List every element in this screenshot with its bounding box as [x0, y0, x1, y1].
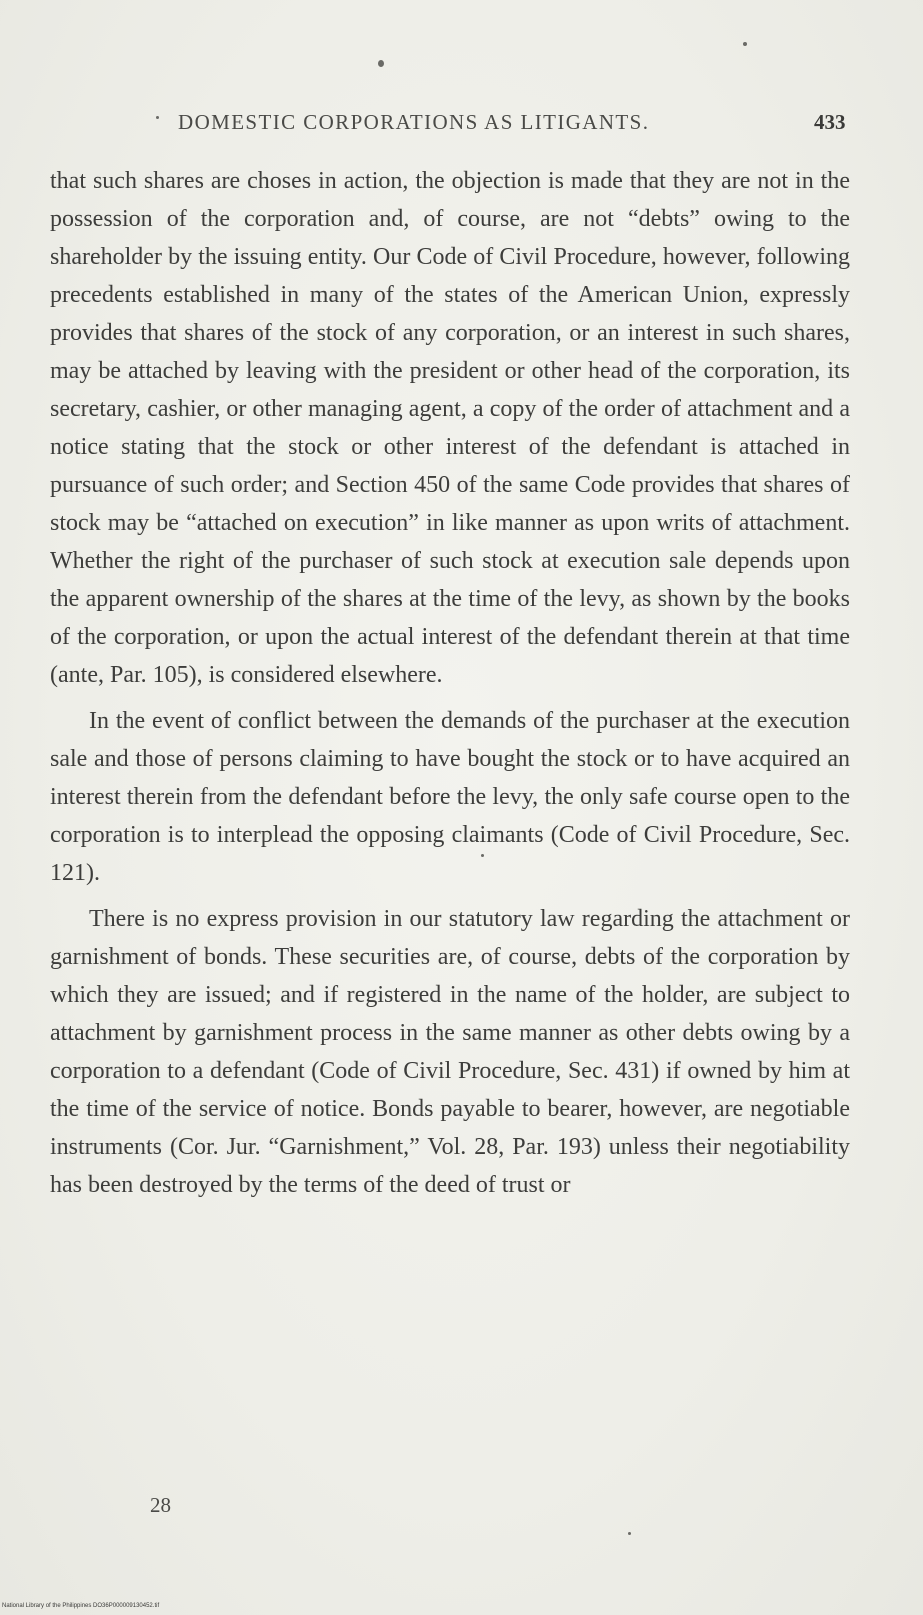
paragraph: There is no express provision in our statutory law regarding the attachment or garnishment of bonds. These securities are, of course, debts of the corporation by which they are issued; and if registered in the name of the holder, are subject to attachment by garnishment process in the same manner as other debts owing by a corporation to a defendant (Code of Civil Procedure, Sec. 431) if owned by him at the time of the service of notice. Bonds payable to bearer, however, are negotiable instruments (Cor. Jur. “Garnishment,” Vol. 28, Par. 193) unless their negotiability has been destroyed by the terms of the deed of trust or	[50, 906, 850, 1198]
running-title: DOMESTIC CORPORATIONS AS LITIGANTS.	[178, 110, 650, 134]
scan-credit-line: National Library of the Philippines DO36P000009130452.tif	[2, 1603, 160, 1609]
signature-mark: 28	[150, 1493, 171, 1517]
paragraph: In the event of conflict between the demands of the purchaser at the execution sale and those of persons claiming to have bought the stock or to have acquired an interest therein from the defendant before the levy, the only safe course open to the corporation is to interplead the opposing claimants (Code of Civil Procedure, Sec. 121).	[50, 708, 850, 886]
paragraph-continued: that such shares are choses in action, the objection is made that they are not in the possession of the corporation and, of course, are not “debts” owing to the shareholder by the issuing entity. Our Code of Civil Procedure, however, following precedents established in many of the states of the American Union, expressly provides that shares of the stock of any corporation, or an interest in such shares, may be attached by leaving with the president or other head of the corporation, its secretary, cashier, or other managing agent, a copy of the order of attachment and a notice stating that the stock or other interest of the defendant is attached in pursuance of such order; and Section 450 of the same Code provides that shares of stock may be “attached on execution” in like manner as upon writs of attachment. Whether the right of the purchaser of such stock at execution sale depends upon the apparent ownership of the shares at the time of the levy, as shown by the books of the corporation, or upon the actual interest of the defendant therein at that time (ante, Par. 105), is considered elsewhere.	[50, 168, 850, 688]
page-number: 433	[814, 110, 846, 134]
ink-speck	[628, 1532, 631, 1535]
ink-speck	[378, 60, 384, 67]
ink-speck	[743, 42, 747, 46]
running-head	[0, 110, 923, 144]
body-text	[50, 162, 850, 1204]
